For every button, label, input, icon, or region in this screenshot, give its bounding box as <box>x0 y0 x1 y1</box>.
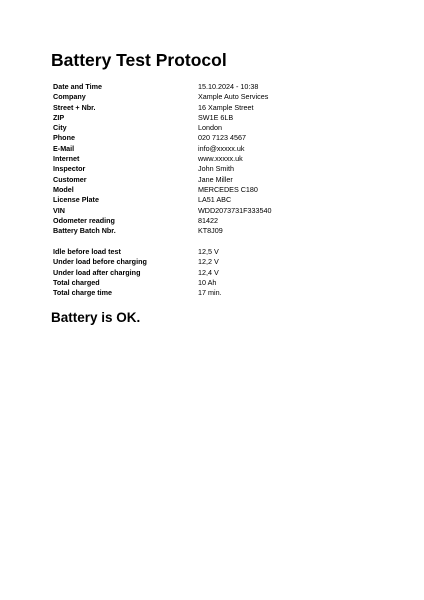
info-value: London <box>198 123 222 133</box>
info-table <box>53 82 313 236</box>
measure-value: 10 Ah <box>198 277 217 287</box>
info-label: Inspector <box>53 164 86 174</box>
measure-label: Total charged <box>53 277 100 287</box>
info-row-date-time <box>53 82 313 92</box>
info-value: 16 Xample Street <box>198 102 254 112</box>
measurement-table <box>53 247 313 298</box>
info-value: SW1E 6LB <box>198 112 234 122</box>
info-row-battery-batch <box>53 226 313 236</box>
info-label: Date and Time <box>53 82 102 91</box>
info-value: Xample Auto Services <box>198 92 269 102</box>
info-row-customer <box>53 175 313 185</box>
info-label: Company <box>53 92 86 102</box>
info-row-license-plate <box>53 195 313 205</box>
measure-label: Total charge time <box>53 288 112 298</box>
document-title: Battery Test Protocol <box>51 50 227 70</box>
measure-value: 17 min. <box>198 288 222 298</box>
measure-value: 12,4 V <box>198 267 219 277</box>
measure-row-idle <box>53 247 313 257</box>
info-label: City <box>53 123 67 133</box>
info-row-odometer <box>53 216 313 226</box>
info-label: License Plate <box>53 195 99 205</box>
info-value: 020 7123 4567 <box>198 133 246 143</box>
measure-value: 12,5 V <box>198 247 219 256</box>
info-value: John Smith <box>198 164 234 174</box>
info-row-email <box>53 144 313 154</box>
info-label: ZIP <box>53 112 65 122</box>
info-row-phone <box>53 133 313 143</box>
measure-label: Under load before charging <box>53 257 147 267</box>
info-value: www.xxxxx.uk <box>198 154 243 164</box>
info-label: Phone <box>53 133 75 143</box>
info-row-internet <box>53 154 313 164</box>
info-label: Battery Batch Nbr. <box>53 226 116 236</box>
measure-row-total-charged <box>53 278 313 288</box>
info-row-street <box>53 103 313 113</box>
info-value: KT8J09 <box>198 226 223 236</box>
info-row-model <box>53 185 313 195</box>
info-label: E-Mail <box>53 143 75 153</box>
measure-label: Idle before load test <box>53 247 121 256</box>
measure-row-load-after <box>53 268 313 278</box>
info-value: info@xxxxx.uk <box>198 143 245 153</box>
measure-row-charge-time <box>53 288 313 298</box>
measure-row-load-before <box>53 257 313 267</box>
info-label: Customer <box>53 174 87 184</box>
info-label: Odometer reading <box>53 215 115 225</box>
info-value: MERCEDES C180 <box>198 184 258 194</box>
info-label: VIN <box>53 205 65 215</box>
info-value: Jane Miller <box>198 174 233 184</box>
info-row-vin <box>53 206 313 216</box>
info-row-zip <box>53 113 313 123</box>
info-value: 81422 <box>198 215 218 225</box>
measure-value: 12,2 V <box>198 257 219 267</box>
info-value: 15.10.2024 - 10:38 <box>198 82 259 91</box>
info-label: Internet <box>53 154 80 164</box>
info-label: Model <box>53 184 74 194</box>
info-value: WDD2073731F333540 <box>198 205 272 215</box>
measure-label: Under load after charging <box>53 267 141 277</box>
info-row-inspector <box>53 164 313 174</box>
info-label: Street + Nbr. <box>53 102 96 112</box>
info-row-company <box>53 92 313 102</box>
test-result: Battery is OK. <box>51 310 141 325</box>
info-value: LA51 ABC <box>198 195 232 205</box>
info-row-city <box>53 123 313 133</box>
